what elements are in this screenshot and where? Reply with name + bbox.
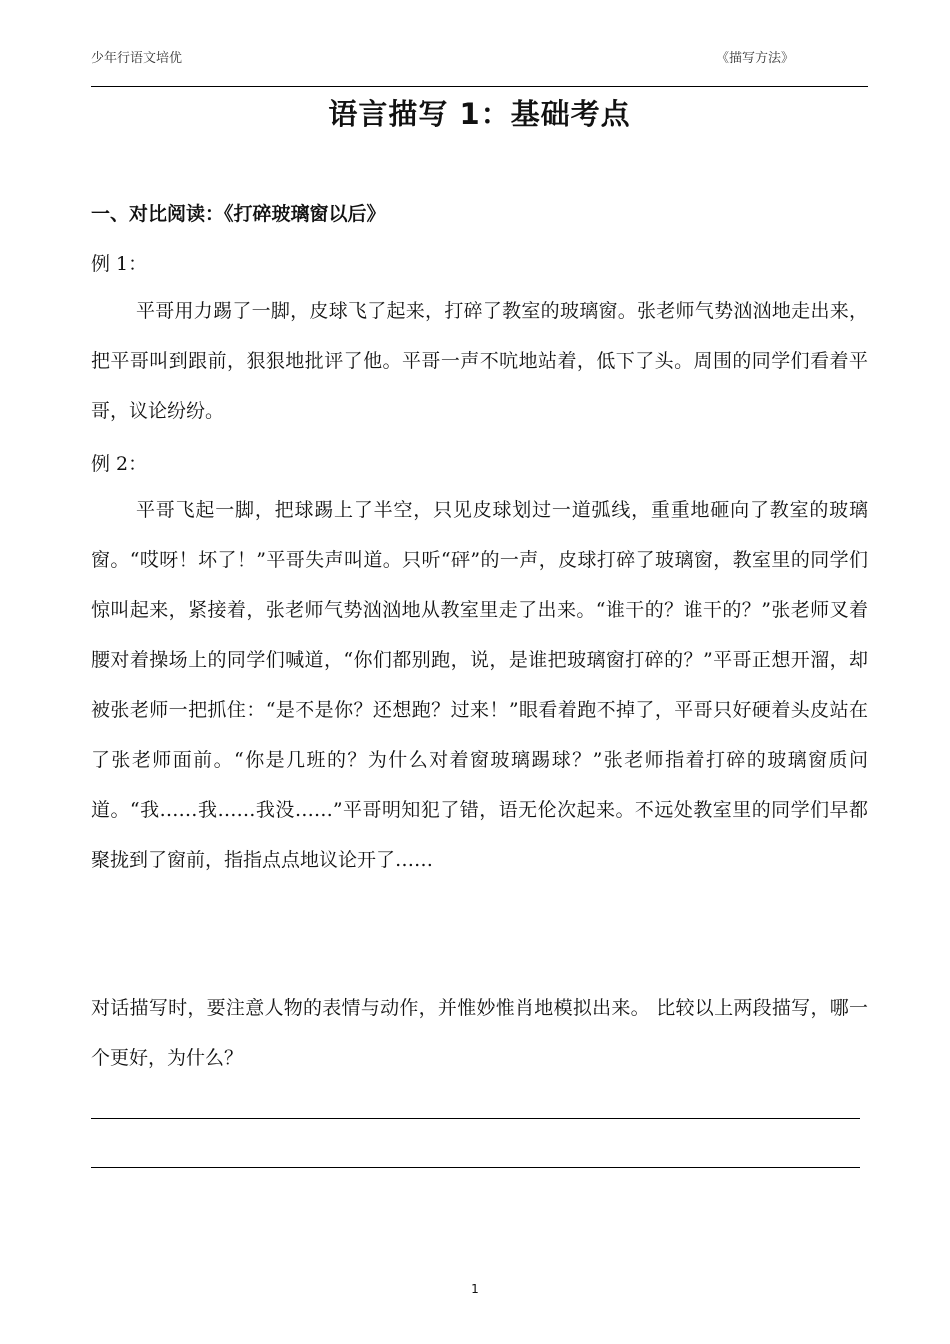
example-2-label: 例 2： <box>91 453 148 475</box>
answer-line-1 <box>91 1118 860 1119</box>
answer-line-2 <box>91 1167 860 1168</box>
page-number: 1 <box>471 1282 479 1296</box>
example-1-label: 例 1： <box>91 253 148 275</box>
example-1-text: 平哥用力踢了一脚，皮球飞了起来，打碎了教室的玻璃窗。张老师气势汹汹地走出来，把平哥叫到跟前，狠狠地批评了他。平哥一声不吭地站着，低下了头。周围的同学们看着平哥，议论纷纷。 <box>91 300 868 422</box>
example-2-text: 平哥飞起一脚，把球踢上了半空，只见皮球划过一道弧线，重重地砸向了教室的玻璃窗。“哎呀！坏了！”平哥失声叫道。只听“砰”的一声，皮球打碎了玻璃窗，教室里的同学们惊叫起来，紧接着，张老师气势汹汹地从教室里走了出来。“谁干的？谁干的？”张老师叉着腰对着操场上的同学们喊道，“你们都别跑，说，是谁把玻璃窗打碎的？”平哥正想开溜，却被张老师一把抓住：“是不是你？还想跑？过来！”眼看着跑不掉了，平哥只好硬着头皮站在了张老师面前。“你是几班的？为什么对着窗玻璃踢球？”张老师指着打碎的玻璃窗质问道。“我……我……我没……”平哥明知犯了错，语无伦次起来。不远处教室里的同学们早都聚拢到了窗前，指指点点地议论开了…… <box>91 499 868 871</box>
page-title: 语言描写 1：基础考点 <box>328 97 631 131</box>
header-right-text: 《描写方法》 <box>716 51 795 66</box>
question-text: 对话描写时，要注意人物的表情与动作，并惟妙惟肖地模拟出来。 比较以上两段描写，哪一个更好，为什么？ <box>91 997 868 1069</box>
header-left-text: 少年行语文培优 <box>91 51 183 66</box>
header-divider <box>91 86 868 87</box>
section-heading: 一、对比阅读：《打碎玻璃窗以后》 <box>91 203 386 225</box>
